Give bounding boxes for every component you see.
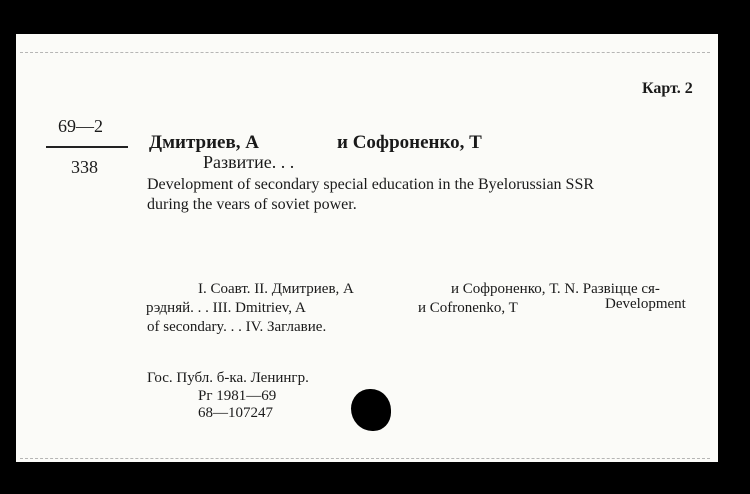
print-run: Рг 1981—69 [198, 388, 277, 404]
author-secondary: и Софроненко, Т [337, 132, 482, 153]
dotted-rule-bottom [20, 458, 710, 459]
english-title-line1: Development of secondary special education in the Byelorussian SSR [147, 176, 595, 193]
call-number-bottom: 338 [71, 157, 98, 177]
card-serial-number: 68—107247 [198, 405, 273, 421]
title-short: Развитие. . . [203, 152, 295, 172]
call-number-top: 69—2 [58, 116, 103, 136]
tracing-line1-a: I. Соавт. II. Дмитриев, А [198, 281, 354, 297]
tracing-line2-c: Development [605, 296, 686, 312]
tracing-line3: of secondary. . . IV. Заглавие. [147, 319, 327, 335]
english-title-line2: during the vears of soviet power. [147, 196, 357, 213]
tracing-line2-b: и Cofronenko, T [418, 300, 518, 316]
author-primary: Дмитриев, А [149, 132, 259, 153]
library-name: Гос. Публ. б-ка. Ленингр. [147, 370, 309, 386]
tracing-line1-b: и Софроненко, Т. N. Развіцце ся- [451, 281, 660, 297]
call-number-divider [46, 146, 128, 148]
tracing-line2-a: рэдняй. . . III. Dmitriev, A [146, 300, 306, 316]
card-number-label: Карт. 2 [642, 80, 693, 97]
ink-blot [351, 389, 391, 431]
dotted-rule-top [20, 52, 710, 53]
